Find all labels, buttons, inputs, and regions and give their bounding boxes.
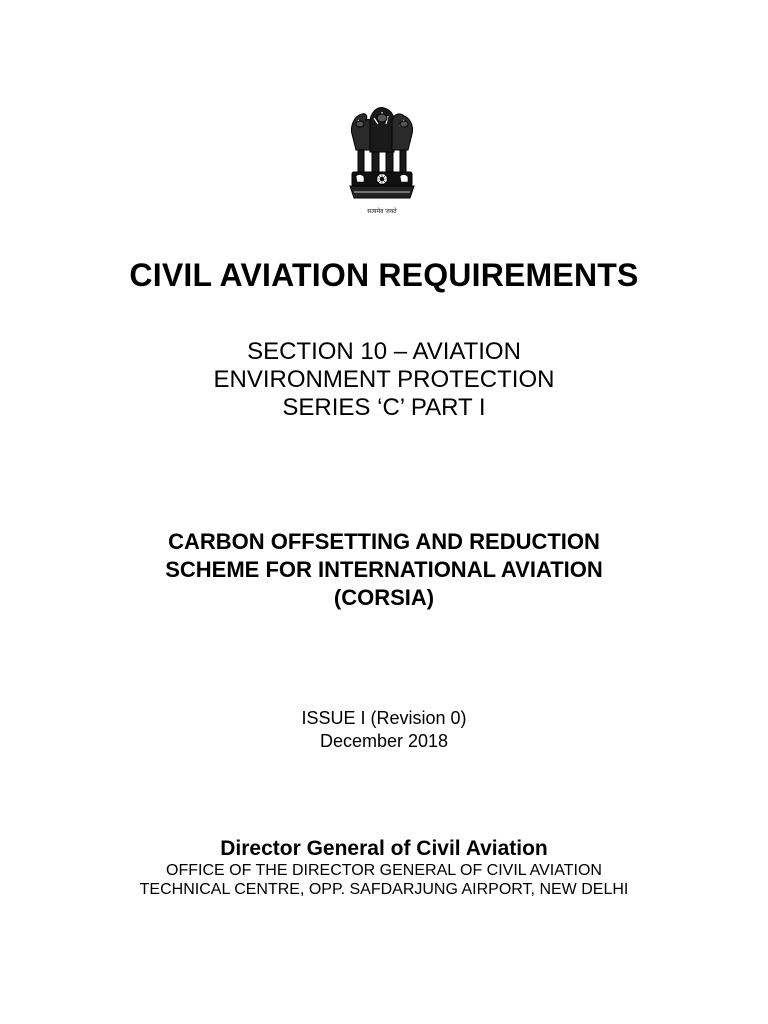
section-line-3: SERIES ‘C’ PART I [282,394,486,421]
issue-info [0,707,768,753]
page-title: CIVIL AVIATION REQUIREMENTS [129,257,639,293]
scheme-title [0,528,768,612]
section-heading [0,338,768,422]
issue-number: ISSUE I (Revision 0) [301,708,467,728]
address-line: TECHNICAL CENTRE, OPP. SAFDARJUNG AIRPORT, NEW DELHI [139,881,629,898]
office-line: OFFICE OF THE DIRECTOR GENERAL OF CIVIL AVIATION [166,862,602,879]
state-emblem-icon [344,104,420,224]
section-line-1: SECTION 10 – AVIATION [247,338,521,365]
issue-date: December 2018 [319,731,449,751]
scheme-line-2: SCHEME FOR INTERNATIONAL AVIATION [165,557,603,582]
scheme-line-3: (CORSIA) [333,585,435,610]
section-line-2: ENVIRONMENT PROTECTION [213,366,555,393]
scheme-line-1: CARBON OFFSETTING AND REDUCTION [168,529,600,554]
authority-address [0,861,768,899]
authority-name: Director General of Civil Aviation [220,837,548,860]
emblem-motto: सत्यमेव जयते [367,208,397,215]
